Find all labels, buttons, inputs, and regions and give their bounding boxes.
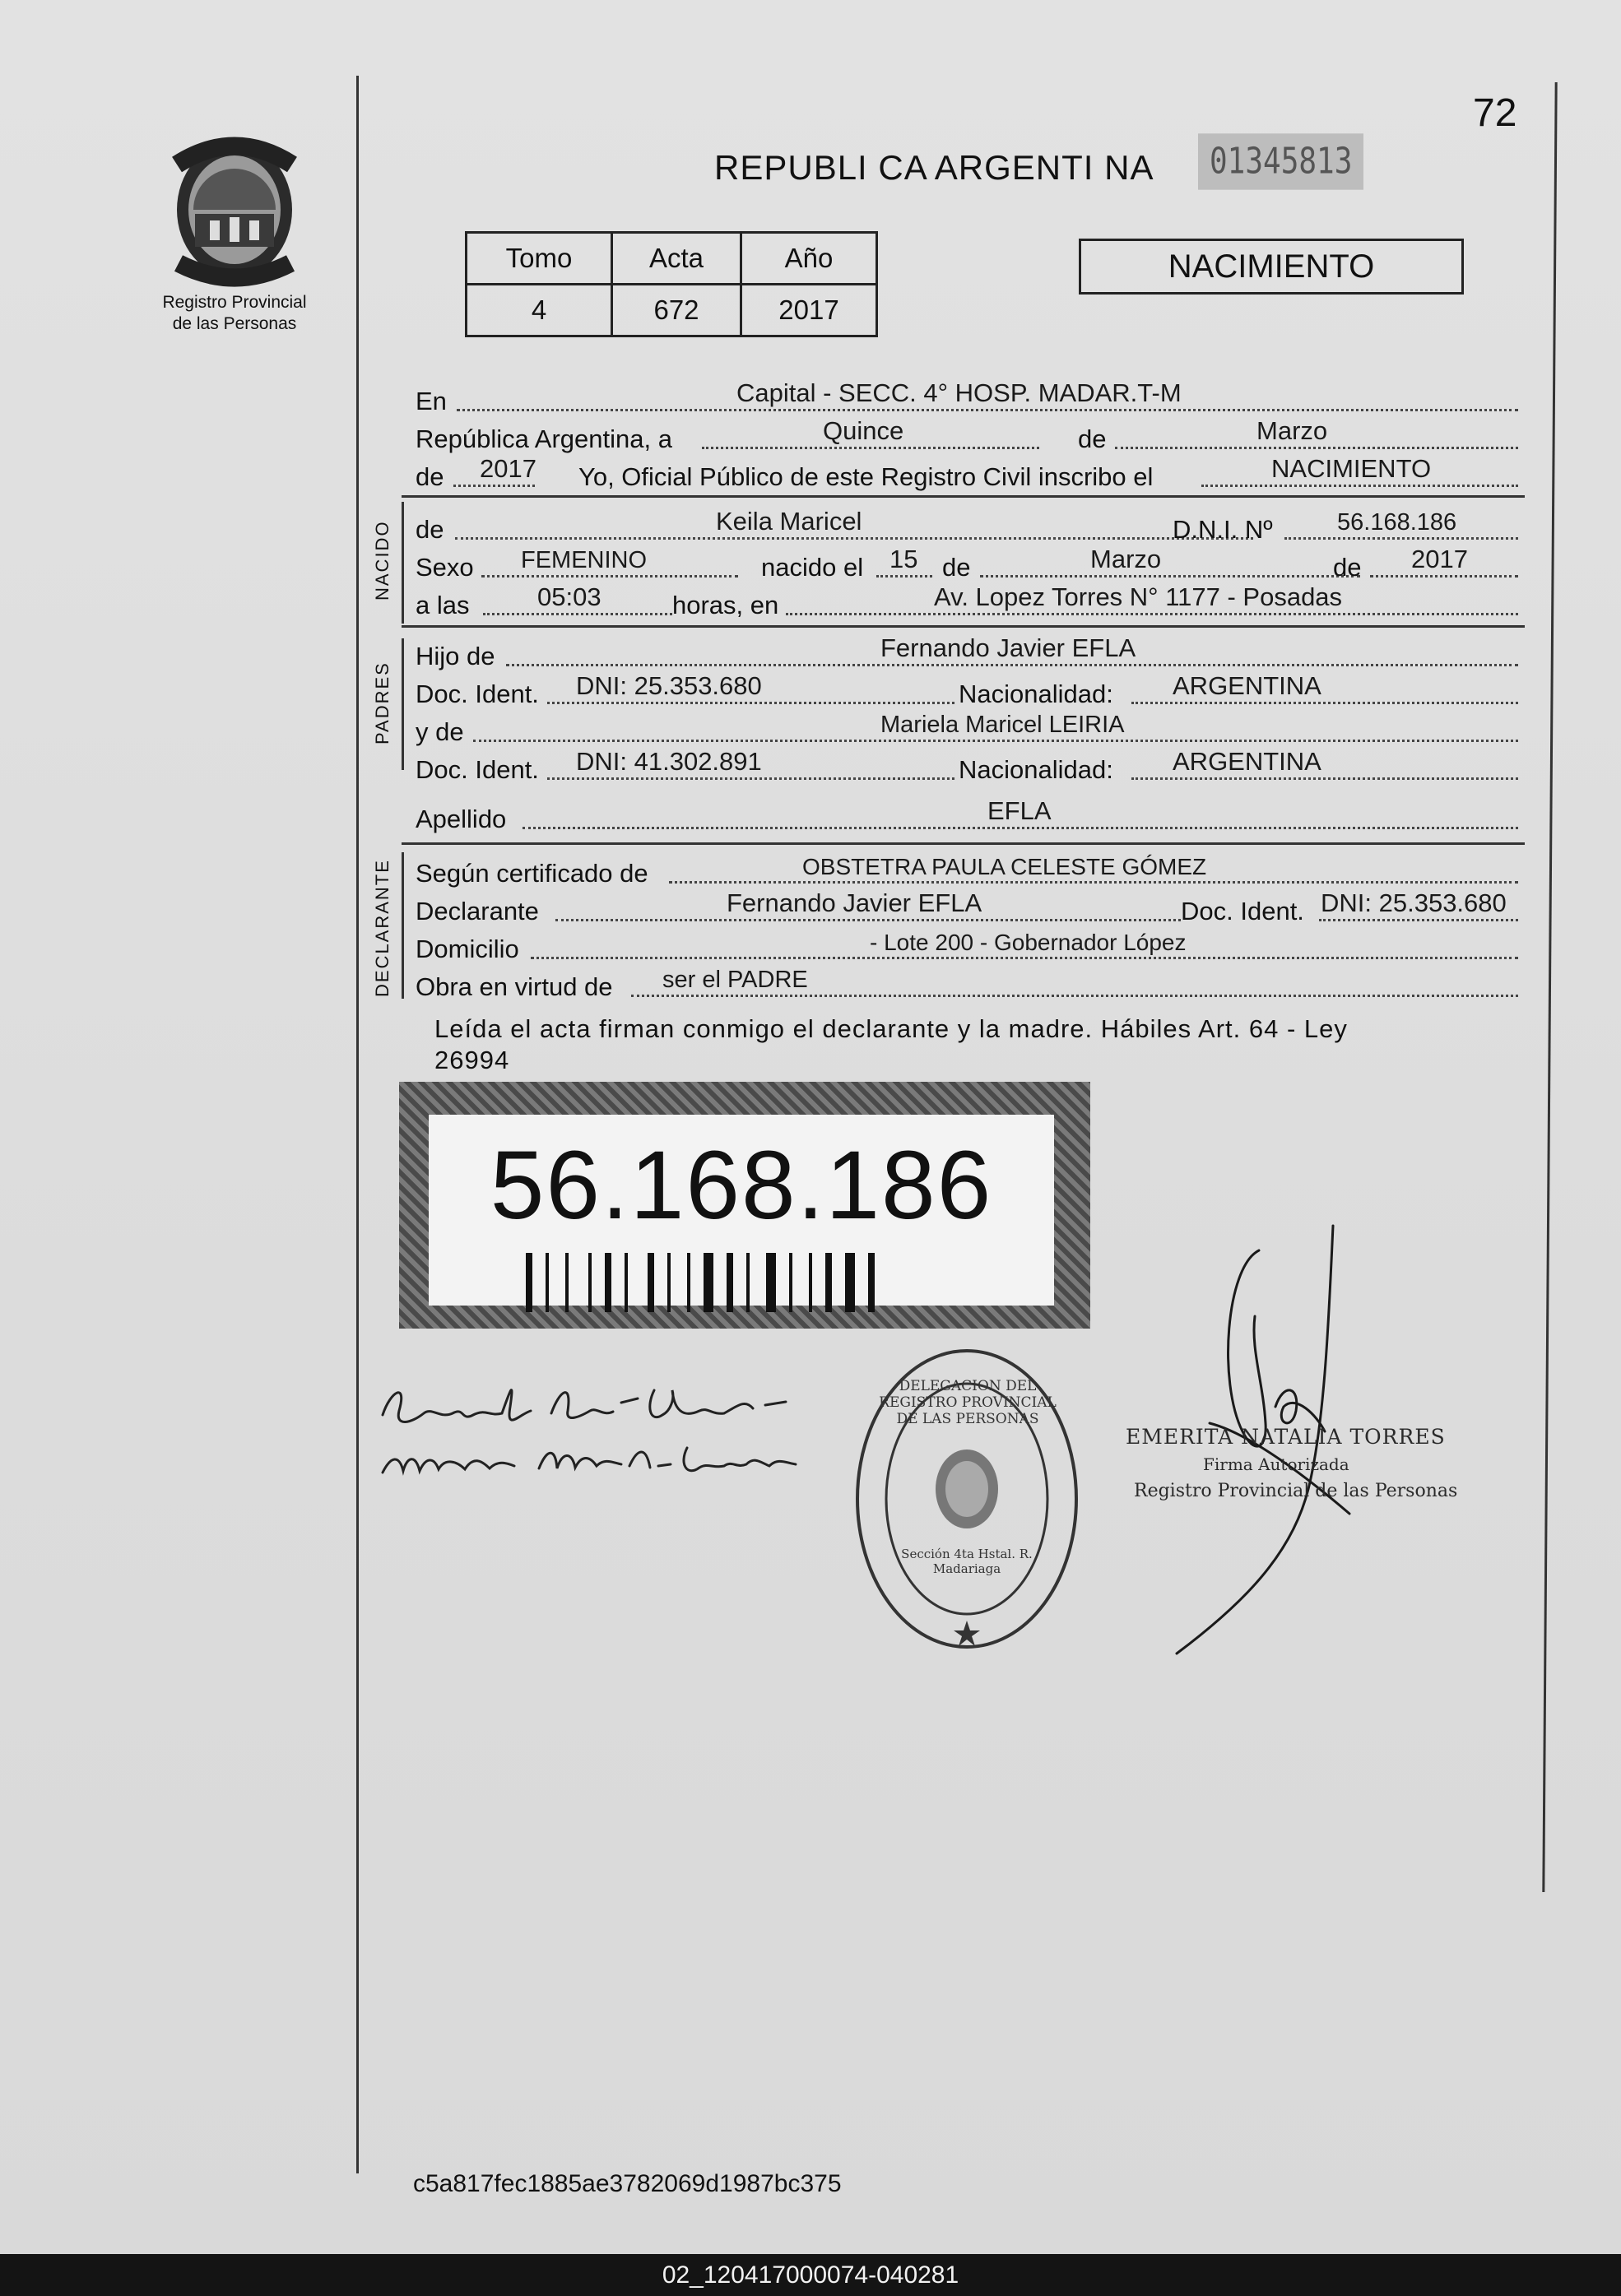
row-domicilio (416, 928, 1518, 964)
table-cell: 672 (612, 285, 741, 336)
dotted-line (483, 613, 672, 615)
dotted-line (473, 740, 1518, 742)
dotted-line (531, 957, 1518, 959)
nacionalidad-label: Nacionalidad: (959, 680, 1113, 708)
dni-label-inner (429, 1115, 1054, 1306)
section-bracket (402, 638, 404, 770)
closing-note-line-2: 26994 (434, 1046, 510, 1074)
section-divider (402, 495, 1525, 498)
tomo-acta-ano-table (465, 231, 878, 337)
table-header: Tomo (467, 233, 612, 285)
dotted-line (481, 575, 738, 577)
dotted-line (669, 881, 1518, 884)
table-cell: 4 (467, 285, 612, 336)
republica-label: República Argentina, a (416, 424, 672, 453)
dotted-line (1115, 447, 1518, 449)
dotted-line (1131, 777, 1518, 780)
table-row (467, 285, 877, 336)
dotted-line (453, 485, 535, 487)
stamp-ring-text: DELEGACION DEL REGISTRO PROVINCIAL DE LAS PERSONAS (879, 1378, 1057, 1427)
birth-year: 2017 (1411, 545, 1468, 573)
section-bracket (402, 852, 404, 999)
dotted-line (1131, 702, 1518, 704)
officer-text: Yo, Oficial Público de este Registro Civil inscribo el (578, 462, 1154, 491)
row-apellido (416, 798, 1518, 834)
section-label-declarante: DECLARANTE (372, 859, 392, 997)
right-margin-rule (1542, 82, 1557, 1892)
apellido-label: Apellido (416, 805, 507, 833)
row-sexo (416, 546, 1518, 582)
doc-label: Doc. Ident. (416, 755, 539, 784)
dni-big-number: 56.168.186 (490, 1131, 993, 1240)
nacido-label: nacido el (761, 553, 864, 582)
dotted-line (455, 537, 1253, 540)
cert-label: Según certificado de (416, 859, 648, 888)
handwritten-signatures-icon (374, 1366, 835, 1505)
row-hijo (416, 635, 1518, 671)
dotted-line (786, 613, 1518, 615)
table-header: Acta (612, 233, 741, 285)
table-cell: 2017 (741, 285, 877, 336)
dotted-line (457, 409, 1518, 411)
mother-nationality: ARGENTINA (1173, 747, 1321, 776)
dotted-line (876, 575, 932, 577)
signatory-name: EMERITA NATALIA TORRES (1126, 1425, 1446, 1449)
dotted-line (631, 995, 1518, 997)
barcode-icon (526, 1253, 962, 1312)
de-label: de (1333, 553, 1362, 582)
record-type-box: NACIMIENTO (1079, 239, 1464, 295)
sexo-label: Sexo (416, 553, 474, 582)
footer-filename: 02_120417000074-040281 (0, 2254, 1621, 2296)
yde-label: y de (416, 717, 464, 746)
row-father-doc (416, 673, 1518, 709)
dotted-line (547, 777, 954, 780)
closing-note-line-1: Leída el acta firman conmigo el declarante y la madre. Hábiles Art. 64 - Ley (434, 1014, 1348, 1043)
table-header-row (467, 233, 877, 285)
section-bracket (402, 502, 404, 624)
birth-day: 15 (889, 545, 918, 573)
signatory-org: Registro Provincial de las Personas (1134, 1481, 1458, 1501)
dni-label: D.N.I. Nº (1173, 515, 1273, 544)
row-republica (416, 418, 1518, 454)
birth-month: Marzo (1090, 545, 1162, 573)
de-label: de (416, 515, 444, 544)
en-label: En (416, 387, 447, 415)
registry-line-2: de las Personas (172, 314, 297, 333)
serial-number: 01345813 (1198, 133, 1363, 189)
row-certificado (416, 852, 1518, 888)
domicilio-value: - Lote 200 - Gobernador López (870, 930, 1187, 955)
registry-label (140, 292, 329, 335)
domicilio-label: Domicilio (416, 935, 519, 963)
stamp-inner-text: Sección 4ta Hstal. R. Madariaga (901, 1547, 1033, 1576)
birth-time: 05:03 (537, 582, 601, 611)
doc-label: Doc. Ident. (416, 680, 539, 708)
de-label: de (942, 553, 971, 582)
obra-label: Obra en virtud de (416, 972, 613, 1001)
mother-name: Mariela Maricel LEIRIA (880, 712, 1125, 738)
birth-place: Av. Lopez Torres N° 1177 - Posadas (934, 582, 1343, 611)
declarante-label: Declarante (416, 897, 539, 925)
dni-label-card (399, 1082, 1090, 1329)
dni-value: 56.168.186 (1337, 509, 1457, 536)
sexo-value: FEMENINO (521, 547, 648, 573)
dotted-line (702, 447, 1039, 449)
alas-label: a las (416, 591, 470, 619)
dotted-line (1370, 575, 1518, 577)
dotted-line (1284, 537, 1518, 540)
dotted-line (980, 575, 1360, 577)
child-name: Keila Maricel (716, 507, 862, 536)
row-hora (416, 584, 1518, 620)
declarante-name: Fernando Javier EFLA (727, 888, 982, 917)
province-seal (160, 132, 309, 288)
registry-line-1: Registro Provincial (162, 293, 307, 312)
year-prefix: de (416, 462, 444, 491)
day-value: Quince (823, 416, 904, 445)
father-name: Fernando Javier EFLA (880, 633, 1136, 662)
dotted-line (547, 702, 954, 704)
en-value: Capital - SECC. 4° HOSP. MADAR.T-M (736, 378, 1182, 407)
row-year-officer (416, 456, 1518, 492)
table-header: Año (741, 233, 877, 285)
document-hash: c5a817fec1885ae3782069d1987bc375 (413, 2170, 842, 2197)
nacionalidad-label: Nacionalidad: (959, 755, 1113, 784)
row-declarante (416, 890, 1518, 926)
section-divider (402, 625, 1525, 628)
page-number: 72 (1473, 91, 1517, 135)
father-doc: DNI: 25.353.680 (576, 671, 762, 700)
inscribe-value: NACIMIENTO (1271, 454, 1432, 483)
section-label-nacido: NACIDO (372, 520, 392, 601)
year-value: 2017 (480, 454, 536, 483)
hijo-label: Hijo de (416, 642, 495, 670)
row-en (416, 380, 1518, 416)
row-nombre (416, 508, 1518, 545)
row-mother-doc (416, 749, 1518, 785)
closing-note (434, 1013, 1529, 1076)
declarante-doc: DNI: 25.353.680 (1321, 888, 1507, 917)
mother-doc: DNI: 41.302.891 (576, 747, 762, 776)
apellido-value: EFLA (987, 796, 1052, 825)
father-nationality: ARGENTINA (1173, 671, 1321, 700)
de-label: de (1078, 424, 1107, 453)
section-divider (402, 842, 1525, 845)
dotted-line (1201, 485, 1518, 487)
section-label-padres: PADRES (372, 661, 392, 744)
doc-label: Doc. Ident. (1181, 897, 1304, 925)
signatory-role: Firma Autorizada (1203, 1454, 1349, 1474)
province-seal-icon (160, 132, 309, 288)
row-obra (416, 966, 1518, 1002)
dotted-line (506, 664, 1518, 666)
left-margin-rule (356, 76, 359, 2173)
horas-label: horas, en (672, 591, 779, 619)
country-title: REPUBLI CA ARGENTI NA (714, 148, 1154, 187)
month-value: Marzo (1256, 416, 1328, 445)
row-ydе (416, 711, 1518, 747)
dotted-line (555, 919, 1181, 921)
dotted-line (1319, 919, 1518, 921)
cert-value: OBSTETRA PAULA CELESTE GÓMEZ (802, 854, 1207, 879)
dotted-line (523, 827, 1518, 829)
obra-value: ser el PADRE (662, 967, 808, 993)
